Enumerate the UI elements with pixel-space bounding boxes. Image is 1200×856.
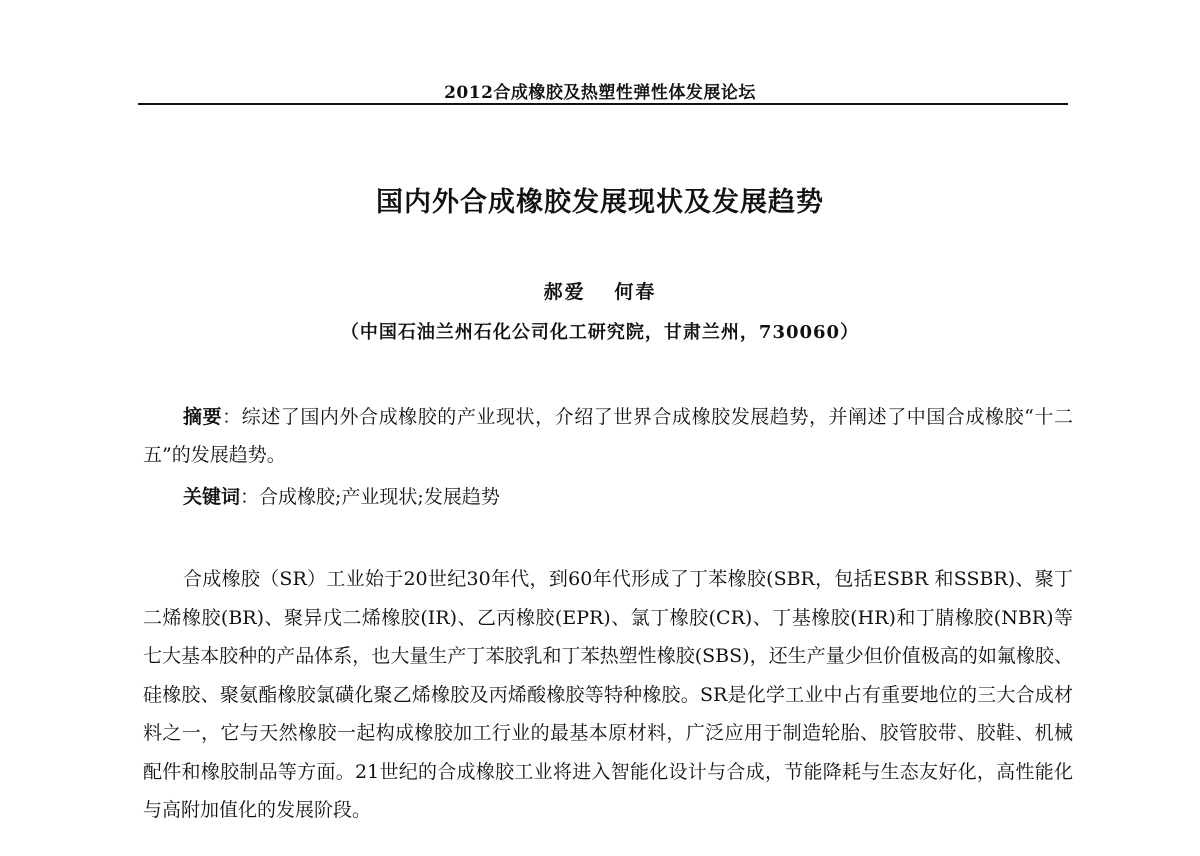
author-name: 郝爱 [543, 281, 586, 303]
keywords-text: ：合成橡胶;产业现状;发展趋势 [240, 486, 500, 508]
abstract-label: 摘要 [183, 406, 223, 428]
body-paragraph: 合成橡胶（SR）工业始于20世纪30年代，到60年代形成了丁苯橡胶(SBR，包括ESBR 和SSBR)、聚丁二烯橡胶(BR)、聚异戊二烯橡胶(IR)、乙丙橡胶(EPR)、氯丁橡胶(CR)、丁基橡胶(HR)和丁腈橡胶(NBR)等七大基本胶种的产品体系，也大量生产丁苯胶乳和丁苯热塑性橡胶(SBS)，还生产量少但价值极高的如氟橡胶、硅橡胶、聚氨酯橡胶氯磺化聚乙烯橡胶及丙烯酸橡胶等特种橡胶。SR是化学工业中占有重要地位的三大合成材料之一，它与天然橡胶一起构成橡胶加工行业的最基本原材料，广泛应用于制造轮胎、胶管胶带、胶鞋、机械配件和橡胶制品等方面。21世纪的合成橡胶工业将进入智能化设计与合成，节能降耗与生态友好化，高性能化与高附加值化的发展阶段。 [143, 568, 1073, 821]
affiliation: （中国石油兰州石化公司化工研究院，甘肃兰州，730060） [340, 322, 860, 343]
paper-title: 国内外合成橡胶发展现状及发展趋势 [376, 187, 824, 218]
keywords-label: 关键词 [183, 486, 241, 508]
header-rule [138, 103, 1068, 105]
author-name: 何春 [614, 281, 657, 303]
abstract-text: ：综述了国内外合成橡胶的产业现状，介绍了世界合成橡胶发展趋势，并阐述了中国合成橡胶“十二五”的发展趋势。 [143, 406, 1073, 466]
author-list [0, 277, 1200, 304]
abstract [143, 398, 1073, 474]
keywords [143, 478, 1073, 516]
running-header: 2012合成橡胶及热塑性弹性体发展论坛 [444, 83, 756, 103]
